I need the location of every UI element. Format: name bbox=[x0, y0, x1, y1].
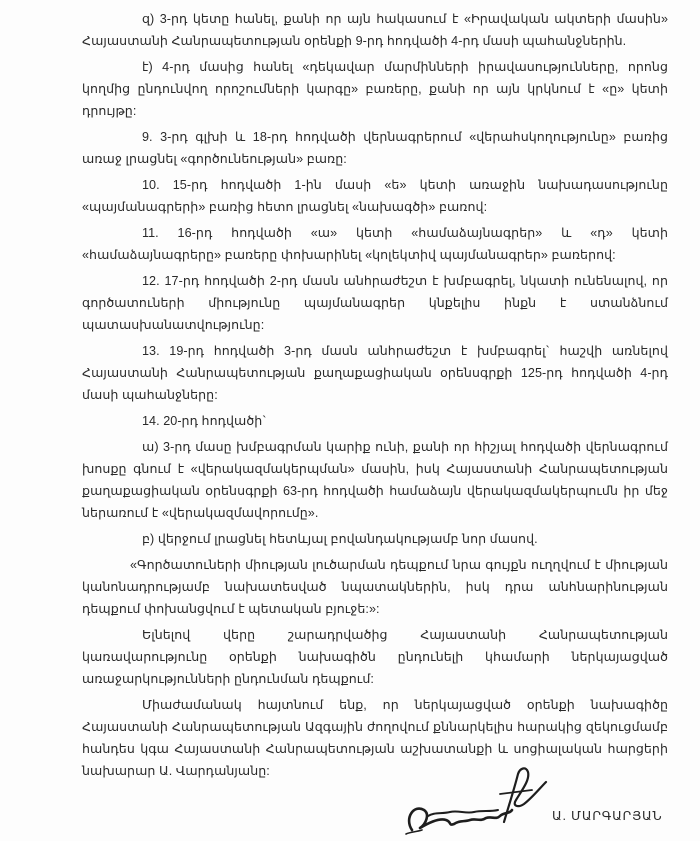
closing-paragraph: Միաժամանակ հայտնում ենք, որ ներկայացված օրենքի նախագիծը Հայաստանի Հանրապետության Ազգային ժողովում քննարկելիս հարակից զեկուցմամբ հանդես կգա Հայաստանի Հանրապետության աշխատանքի և սոցիալական հարցերի նախարար Ա. Վարդանյանը: bbox=[82, 698, 668, 778]
paragraph-9: 9. 3-րդ գլխի և 18-րդ հոդվածի վերնագրերում «վերահսկողությունը» բառից առաջ լրացնել «գործունեության» բառը: bbox=[82, 130, 668, 166]
paragraph-14: 14. 20-րդ հոդվածի` bbox=[142, 414, 267, 428]
paragraph-10: 10. 15-րդ հոդվածի 1-ին մասի «ե» կետի առաջին նախադասությունը «պայմանագրերի» բառից հետո լրացնել «նախագծի» բառով: bbox=[82, 178, 668, 214]
paragraph-e: է) 4-րդ մասից հանել «դեկավար մարմինների իրավասությունները, որոնց կողմից ընդունվող որոշումների կարգը» բառերը, քանի որ այն կրկնում է «ը» կետի դրույթը: bbox=[82, 60, 668, 118]
document-body bbox=[82, 8, 668, 786]
paragraph-12: 12. 17-րդ հոդվածի 2-րդ մասն անհրաժեշտ է խմբագրել, նկատի ունենալով, որ գործատուների միությունը պայմանագրեր կնքելիս ինքն է ստանձնում պատասխանատվությունը: bbox=[82, 274, 668, 332]
handwritten-signature bbox=[400, 760, 570, 838]
paragraph-14-b: բ) վերջում լրացնել հետևյալ բովանդակությամբ նոր մասով. bbox=[142, 532, 538, 546]
conclusion-paragraph: Ելնելով վերը շարադրվածից Հայաստանի Հանրապետության կառավարությունը օրենքի նախագիծն ընդունելի կհամարի ներկայացված առաջարկությունների ընդունման դեպքում: bbox=[82, 628, 668, 686]
signature-block bbox=[400, 760, 663, 840]
signer-name: Ա. ՄԱՐԳԱՐՅԱՆ bbox=[552, 809, 663, 823]
paragraph-14-a: ա) 3-րդ մասը խմբագրման կարիք ունի, քանի որ հիշյալ հոդվածի վերնագրում խոսքը գնում է «վերակազմակերպման» մասին, իսկ Հայաստանի Հանրապետության քաղաքացիական օրենսգրքի 63-րդ հոդվածի համաձայն վերակազմակերպումն իր մեջ ներառում է «վերակազմավորումը». bbox=[82, 440, 668, 520]
paragraph-z: զ) 3-րդ կետը հանել, քանի որ այն հակասում է «Իրավական ակտերի մասին» Հայաստանի Հանրապետության օրենքի 9-րդ հոդվածի 4-րդ մասի պահանջներին. bbox=[82, 12, 668, 48]
quoted-new-part: «Գործատուների միության լուծարման դեպքում նրա գույքն ուղղվում է միության կանոնադրությամբ նախատեսված նպատակներին, իսկ դրա անհնարինության դեպքում փոխանցվում է պետական բյուջե:»: bbox=[82, 558, 668, 616]
paragraph-11: 11. 16-րդ հոդվածի «ա» կետի «համաձայնագրեր» և «դ» կետի «համաձայնագրերը» բառերը փոխարինել «կոլեկտիվ պայմանագրեր» բառերով: bbox=[82, 226, 668, 262]
paragraph-13: 13. 19-րդ հոդվածի 3-րդ մասն անհրաժեշտ է խմբագրել` հաշվի առնելով Հայաստանի Հանրապետության քաղաքացիական օրենսգրքի 125-րդ հոդվածի 4-րդ մասի պահանջները: bbox=[82, 344, 668, 402]
